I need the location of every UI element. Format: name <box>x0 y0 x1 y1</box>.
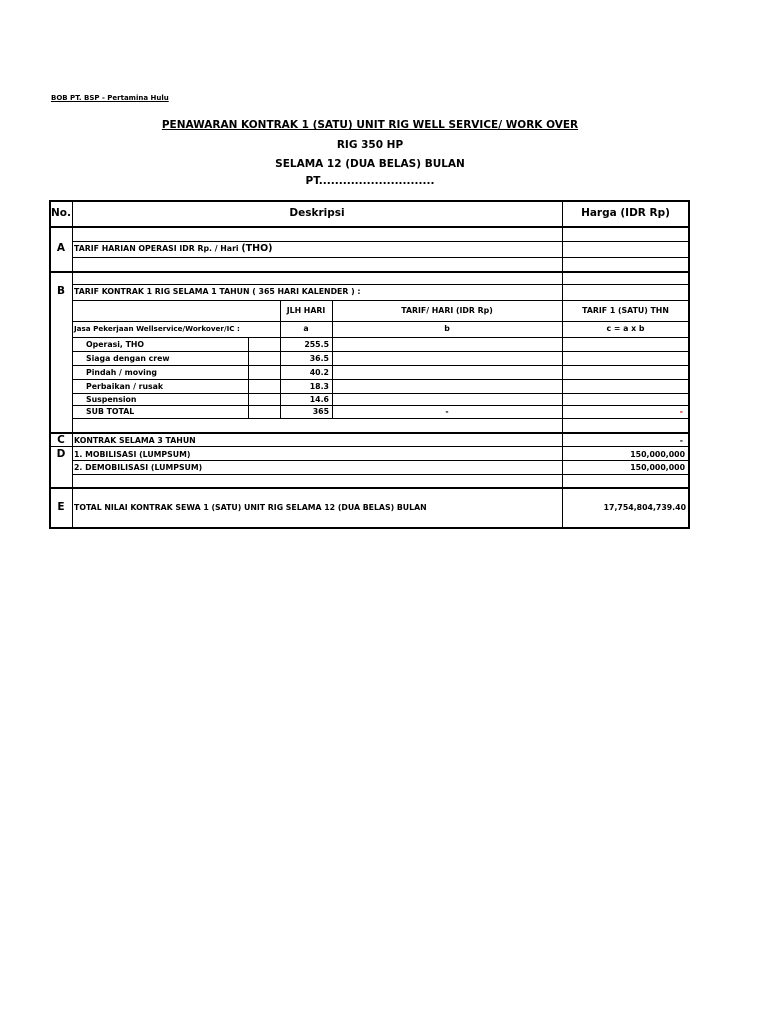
item-name: Suspension <box>86 395 137 404</box>
section-b-description: TARIF KONTRAK 1 RIG SELAMA 1 TAHUN ( 365 HARI KALENDER ) : <box>74 287 361 296</box>
section-b-label: B <box>56 285 65 297</box>
item-days: 255.5 <box>304 340 329 349</box>
contract-duration: SELAMA 12 (DUA BELAS) BULAN <box>275 158 465 170</box>
col-rate-header: TARIF/ HARI (IDR Rp) <box>401 306 493 315</box>
item-name: Perbaikan / rusak <box>86 382 164 391</box>
col-c-label: c = a x b <box>606 324 645 333</box>
demobilisasi-value: 150,000,000 <box>630 463 685 472</box>
section-a-description: TARIF HARIAN OPERASI IDR Rp. / Hari (THO) <box>74 243 273 254</box>
section-a-label: A <box>56 242 66 254</box>
header-price: Harga (IDR Rp) <box>581 207 670 219</box>
mobilisasi-description: 1. MOBILISASI (LUMPSUM) <box>74 450 191 459</box>
header-description: Deskripsi <box>289 207 345 219</box>
col-days-header: JLH HARI <box>286 306 326 315</box>
item-days: 36.5 <box>309 354 329 363</box>
company-placeholder: PT............................. <box>305 175 435 187</box>
total-description: TOTAL NILAI KONTRAK SEWA 1 (SATU) UNIT RIG SELAMA 12 (DUA BELAS) BULAN <box>74 503 427 512</box>
item-name: Operasi, THO <box>86 340 145 349</box>
mobilisasi-value: 150,000,000 <box>630 450 685 459</box>
section-c-value: - <box>679 436 683 445</box>
subtotal-rate: - <box>445 407 449 416</box>
header-no: No. <box>51 207 71 219</box>
jasa-label: Jasa Pekerjaan Wellservice/Workover/IC : <box>74 324 240 333</box>
subtotal-label: SUB TOTAL <box>86 407 135 416</box>
total-value: 17,754,804,739.40 <box>603 503 686 512</box>
item-name: Siaga dengan crew <box>86 354 170 363</box>
document-title: PENAWARAN KONTRAK 1 (SATU) UNIT RIG WELL SERVICE/ WORK OVER <box>161 119 579 131</box>
item-days: 14.6 <box>309 395 329 404</box>
demobilisasi-description: 2. DEMOBILISASI (LUMPSUM) <box>74 463 203 472</box>
col-b-label: b <box>444 324 450 333</box>
subtotal-days: 365 <box>312 407 329 416</box>
company-name: BOB PT. BSP - Pertamina Hulu <box>51 94 169 102</box>
col-a-label: a <box>303 324 309 333</box>
section-c-description: KONTRAK SELAMA 3 TAHUN <box>74 436 196 445</box>
rig-capacity: RIG 350 HP <box>336 139 404 151</box>
item-days: 40.2 <box>309 368 329 377</box>
section-d-label: D <box>56 448 66 460</box>
item-name: Pindah / moving <box>86 368 157 377</box>
subtotal-year: - <box>679 407 683 416</box>
item-days: 18.3 <box>309 382 329 391</box>
section-c-label: C <box>57 434 65 446</box>
section-e-label: E <box>57 501 65 513</box>
col-year-header: TARIF 1 (SATU) THN <box>582 306 669 315</box>
